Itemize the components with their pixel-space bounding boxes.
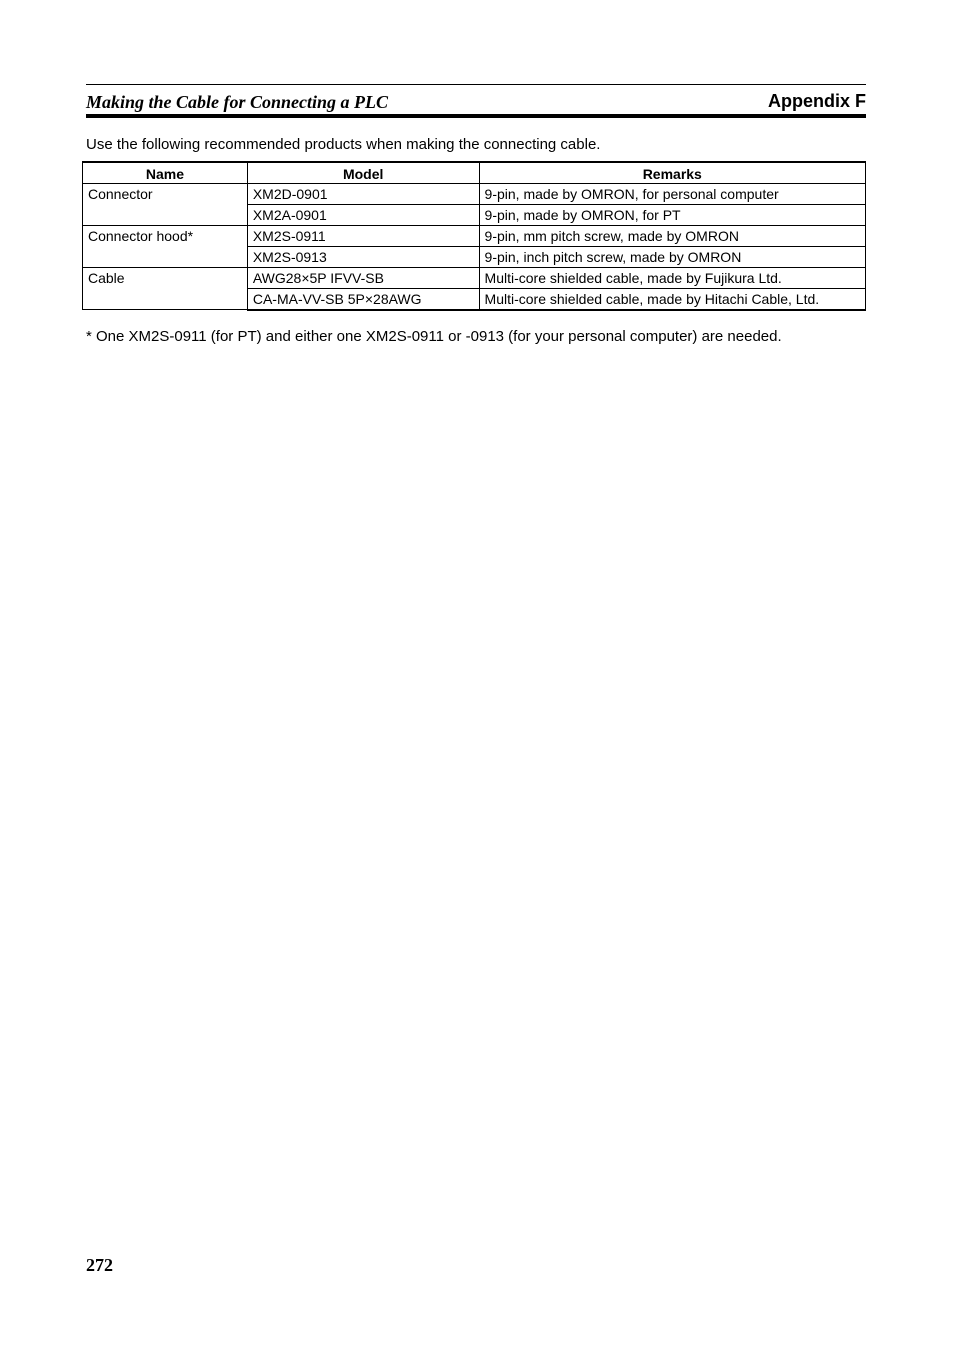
page-number: 272 xyxy=(86,1255,113,1275)
remarks-cell: 9-pin, made by OMRON, for PT xyxy=(479,205,865,226)
header-title: Making the Cable for Connecting a PLC xyxy=(86,92,389,112)
header-section-label: Appendix F xyxy=(768,91,866,111)
remarks-cell: 9-pin, made by OMRON, for personal computer xyxy=(479,184,865,205)
model-cell: XM2A-0901 xyxy=(247,205,479,226)
remarks-cell: Multi-core shielded cable, made by Hitachi Cable, Ltd. xyxy=(479,289,865,310)
column-header-name: Name xyxy=(83,162,248,184)
model-cell: XM2D-0901 xyxy=(247,184,479,205)
column-header-model: Model xyxy=(247,162,479,184)
product-name-cell: Cable xyxy=(83,268,248,310)
table-row xyxy=(83,226,866,247)
remarks-cell: 9-pin, inch pitch screw, made by OMRON xyxy=(479,247,865,268)
model-cell: AWG28×5P IFVV-SB xyxy=(247,268,479,289)
page-header xyxy=(86,84,866,118)
product-name-cell: Connector xyxy=(83,184,248,226)
remarks-cell: 9-pin, mm pitch screw, made by OMRON xyxy=(479,226,865,247)
recommended-products-table xyxy=(82,161,866,311)
intro-paragraph: Use the following recommended products when making the connecting cable. xyxy=(86,136,601,153)
column-header-remarks: Remarks xyxy=(479,162,865,184)
table-row xyxy=(83,184,866,205)
product-name-cell: Connector hood* xyxy=(83,226,248,268)
table-row xyxy=(83,268,866,289)
model-cell: XM2S-0911 xyxy=(247,226,479,247)
remarks-cell: Multi-core shielded cable, made by Fujikura Ltd. xyxy=(479,268,865,289)
model-cell: CA-MA-VV-SB 5P×28AWG xyxy=(247,289,479,310)
table-header-row xyxy=(83,162,866,184)
footnote: * One XM2S-0911 (for PT) and either one XM2S-0911 or -0913 (for your personal computer) are needed. xyxy=(86,328,782,345)
model-cell: XM2S-0913 xyxy=(247,247,479,268)
